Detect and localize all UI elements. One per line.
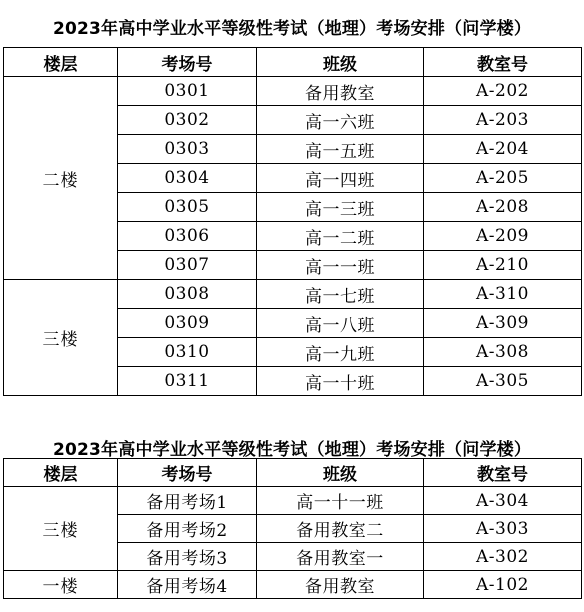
table-row bbox=[4, 280, 582, 309]
table-row bbox=[4, 487, 582, 515]
classroom-cell: A-203 bbox=[424, 106, 582, 135]
table1-title: 2023年高中学业水平等级性考试（地理）考场安排（问学楼） bbox=[52, 19, 532, 39]
header-room-no: 考场号 bbox=[118, 459, 257, 487]
classroom-cell: A-208 bbox=[424, 193, 582, 222]
floor-cell: 三楼 bbox=[4, 280, 118, 396]
room-number-cell: 0311 bbox=[118, 367, 257, 396]
room-number-cell: 0308 bbox=[118, 280, 257, 309]
classroom-cell: A-303 bbox=[424, 515, 582, 543]
class-cell: 高一十班 bbox=[257, 367, 424, 396]
header-classroom: 教室号 bbox=[424, 459, 582, 487]
table1-body bbox=[4, 77, 582, 396]
header-classroom: 教室号 bbox=[424, 48, 582, 77]
header-class: 班级 bbox=[257, 459, 424, 487]
class-cell: 高一十一班 bbox=[257, 487, 424, 515]
class-cell: 高一七班 bbox=[257, 280, 424, 309]
classroom-cell: A-202 bbox=[424, 77, 582, 106]
room-number-cell: 备用考场1 bbox=[118, 487, 257, 515]
classroom-cell: A-205 bbox=[424, 164, 582, 193]
class-cell: 高一四班 bbox=[257, 164, 424, 193]
room-number-cell: 备用考场4 bbox=[118, 571, 257, 599]
header-room-no: 考场号 bbox=[118, 48, 257, 77]
table-header-row bbox=[4, 459, 582, 487]
room-number-cell: 0301 bbox=[118, 77, 257, 106]
class-cell: 备用教室一 bbox=[257, 543, 424, 571]
room-number-cell: 0309 bbox=[118, 309, 257, 338]
classroom-cell: A-209 bbox=[424, 222, 582, 251]
floor-cell: 三楼 bbox=[4, 487, 118, 571]
table-row bbox=[4, 571, 582, 599]
classroom-cell: A-310 bbox=[424, 280, 582, 309]
class-cell: 高一九班 bbox=[257, 338, 424, 367]
classroom-cell: A-309 bbox=[424, 309, 582, 338]
class-cell: 高一六班 bbox=[257, 106, 424, 135]
room-number-cell: 0307 bbox=[118, 251, 257, 280]
classroom-cell: A-302 bbox=[424, 543, 582, 571]
class-cell: 备用教室 bbox=[257, 77, 424, 106]
classroom-cell: A-210 bbox=[424, 251, 582, 280]
header-class: 班级 bbox=[257, 48, 424, 77]
room-number-cell: 0306 bbox=[118, 222, 257, 251]
class-cell: 备用教室二 bbox=[257, 515, 424, 543]
header-floor: 楼层 bbox=[4, 48, 118, 77]
class-cell: 高一八班 bbox=[257, 309, 424, 338]
floor-cell: 二楼 bbox=[4, 77, 118, 280]
classroom-cell: A-102 bbox=[424, 571, 582, 599]
table-row bbox=[4, 77, 582, 106]
room-number-cell: 0302 bbox=[118, 106, 257, 135]
class-cell: 高一二班 bbox=[257, 222, 424, 251]
table-header-row bbox=[4, 48, 582, 77]
room-number-cell: 0310 bbox=[118, 338, 257, 367]
class-cell: 高一三班 bbox=[257, 193, 424, 222]
table2-title: 2023年高中学业水平等级性考试（地理）考场安排（问学楼） bbox=[52, 440, 532, 460]
room-number-cell: 备用考场2 bbox=[118, 515, 257, 543]
room-number-cell: 备用考场3 bbox=[118, 543, 257, 571]
classroom-cell: A-305 bbox=[424, 367, 582, 396]
floor-cell: 一楼 bbox=[4, 571, 118, 599]
class-cell: 备用教室 bbox=[257, 571, 424, 599]
room-number-cell: 0303 bbox=[118, 135, 257, 164]
classroom-cell: A-308 bbox=[424, 338, 582, 367]
exam-room-table-2 bbox=[3, 458, 582, 599]
header-floor: 楼层 bbox=[4, 459, 118, 487]
classroom-cell: A-204 bbox=[424, 135, 582, 164]
exam-room-table-1 bbox=[3, 47, 582, 396]
class-cell: 高一一班 bbox=[257, 251, 424, 280]
classroom-cell: A-304 bbox=[424, 487, 582, 515]
class-cell: 高一五班 bbox=[257, 135, 424, 164]
room-number-cell: 0305 bbox=[118, 193, 257, 222]
room-number-cell: 0304 bbox=[118, 164, 257, 193]
table2-body bbox=[4, 487, 582, 599]
